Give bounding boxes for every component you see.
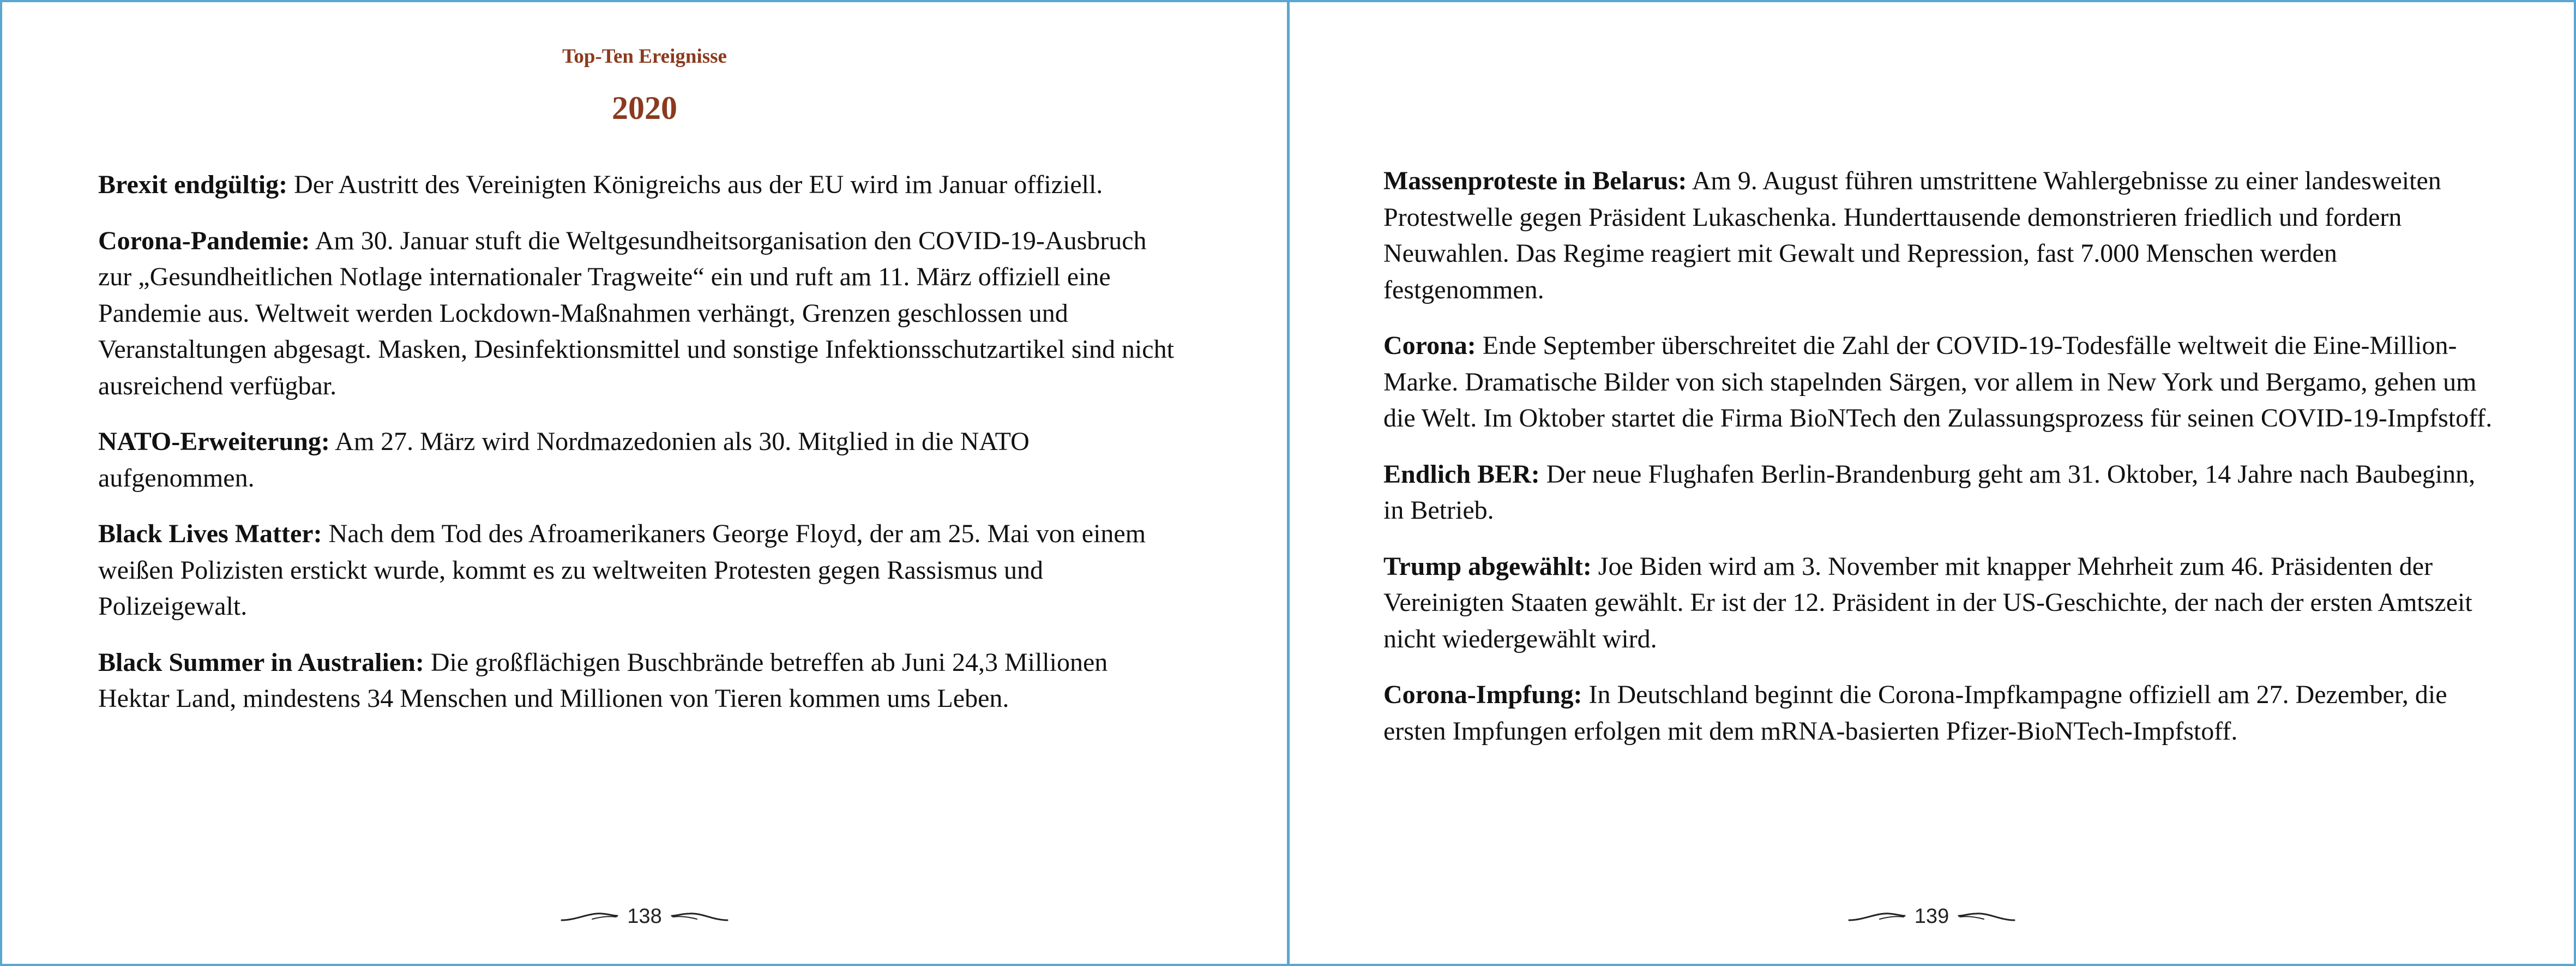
year-heading: 2020 bbox=[612, 90, 677, 126]
entry-title: Brexit endgültig: bbox=[98, 170, 288, 199]
page-number-footer bbox=[2, 903, 1287, 930]
entry-text: In Deutschland beginnt die Corona-Impfkampagne offiziell am 27. Dezember, die ersten Impfungen erfolgen mit dem mRNA-basierten Pfizer-BioNTech-Impfstoff. bbox=[1383, 680, 2447, 746]
entry-title: Trump abgewählt: bbox=[1383, 551, 1592, 581]
entry-title: Endlich BER: bbox=[1383, 459, 1540, 489]
entry-text: Der neue Flughafen Berlin-Brandenburg geht am 31. Oktober, 14 Jahre nach Baubeginn, in Betrieb. bbox=[1383, 459, 2476, 525]
entry-endlich-ber bbox=[1383, 457, 2501, 529]
entry-massenproteste-belarus bbox=[1383, 163, 2501, 308]
entry-corona bbox=[1383, 328, 2501, 437]
page-number-footer bbox=[1290, 903, 2574, 930]
swash-left-icon bbox=[1847, 909, 1907, 923]
left-entry-list bbox=[98, 167, 1183, 737]
entry-text: Joe Biden wird am 3. November mit knapper Mehrheit zum 46. Präsidenten der Vereinigten Staaten gewählt. Er ist der 12. Präsident in der US-Geschichte, der nach der ersten Amtszeit nicht wiedergewählt wird. bbox=[1383, 551, 2472, 653]
entry-trump-abgewaehlt bbox=[1383, 549, 2501, 658]
section-label: Top-Ten Ereignisse bbox=[562, 45, 727, 68]
entry-title: Corona: bbox=[1383, 331, 1476, 360]
entry-text: Ende September überschreitet die Zahl der COVID-19-Todesfälle weltweit die Eine-Million-Marke. Dramatische Bilder von sich stapelnden Särgen, vor allem in New York und Bergamo, gehen um die Welt. Im Oktober startet die Firma BioNTech den Zulassungsprozess für seinen COVID-19-Impfstoff. bbox=[1383, 331, 2493, 433]
swash-left-icon bbox=[559, 909, 619, 923]
entry-title: Massenproteste in Belarus: bbox=[1383, 166, 1687, 195]
entry-title: Black Summer in Australien: bbox=[98, 647, 424, 677]
entry-corona-pandemie bbox=[98, 223, 1183, 405]
swash-right-icon bbox=[1957, 909, 2017, 923]
entry-text: Der Austritt des Vereinigten Königreichs aus der EU wird im Januar offiziell. bbox=[287, 170, 1103, 199]
page-number: 138 bbox=[627, 904, 662, 928]
entry-brexit bbox=[98, 167, 1183, 203]
entry-black-summer bbox=[98, 645, 1183, 717]
entry-title: Corona-Pandemie: bbox=[98, 226, 310, 255]
entry-text: Die großflächigen Buschbrände betreffen ab Juni 24,3 Millionen Hektar Land, mindestens 34 Menschen und Millionen von Tieren kommen ums Leben. bbox=[98, 647, 1108, 713]
entry-title: NATO-Erweiterung: bbox=[98, 427, 330, 456]
page-number: 139 bbox=[1914, 904, 1949, 928]
entry-text: Am 27. März wird Nordmazedonien als 30. Mitglied in die NATO aufgenommen. bbox=[98, 427, 1030, 493]
entry-title: Corona-Impfung: bbox=[1383, 680, 1582, 709]
entry-corona-impfung bbox=[1383, 677, 2501, 749]
entry-nato-erweiterung bbox=[98, 424, 1183, 496]
entry-text: Am 30. Januar stuft die Weltgesundheitsorganisation den COVID-19-Ausbruch zur „Gesundheitlichen Notlage internationaler Tragweite“ ein und ruft am 11. März offiziell eine Pandemie aus. Weltweit werden Lockdown-Maßnahmen verhängt, Grenzen geschlossen und Veranstaltungen abgesagt. Masken, Desinfektionsmittel und sonstige Infektionsschutzartikel sind nicht ausreichend verfügbar. bbox=[98, 226, 1174, 400]
entry-black-lives-matter bbox=[98, 516, 1183, 625]
right-entry-list bbox=[1383, 163, 2501, 769]
entry-title: Black Lives Matter: bbox=[98, 519, 322, 548]
entry-text: Am 9. August führen umstrittene Wahlergebnisse zu einer landesweiten Protestwelle gegen Präsident Lukaschenka. Hunderttausende demonstrieren friedlich und fordern Neuwahlen. Das Regime reagiert mit Gewalt und Repression, fast 7.000 Menschen werden festgenommen. bbox=[1383, 166, 2441, 304]
right-page bbox=[1288, 0, 2576, 966]
swash-right-icon bbox=[670, 909, 730, 923]
entry-text: Nach dem Tod des Afroamerikaners George Floyd, der am 25. Mai von einem weißen Polizisten erstickt wurde, kommt es zu weltweiten Protesten gegen Rassismus und Polizeigewalt. bbox=[98, 519, 1146, 621]
